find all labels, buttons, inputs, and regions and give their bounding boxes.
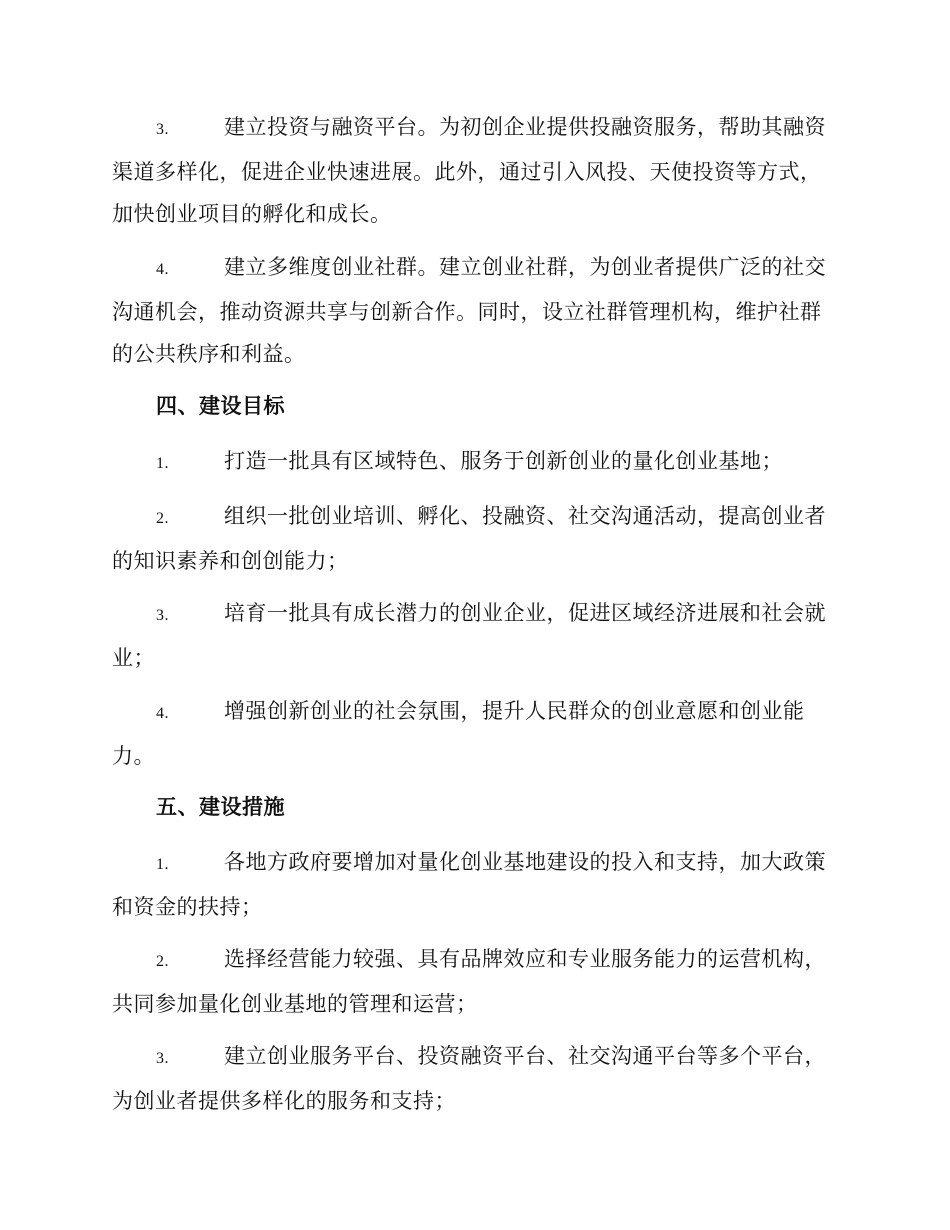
- item-text: 建立投资与融资平台。为初创企业提供投融资服务，帮助其融资渠道多样化，促进企业快速进展。此外，通过引入风投、天使投资等方式，加快创业项目的孵化和成长。: [112, 115, 826, 226]
- item-text: 培育一批具有成长潜力的创业企业，促进区域经济进展和社会就业；: [112, 601, 826, 670]
- measure-item-1: [112, 841, 837, 928]
- item-text: 选择经营能力较强、具有品牌效应和专业服务能力的运营机构，共同参加量化创业基地的管理和运营；: [112, 947, 826, 1016]
- section-heading-goals: 四、建设目标: [156, 393, 285, 418]
- item-text: 各地方政府要增加对量化创业基地建设的投入和支持，加大政策和资金的扶持；: [112, 850, 826, 919]
- paragraph-investment-platform: [112, 106, 837, 235]
- item-text: 打造一批具有区域特色、服务于创新创业的量化创业基地；: [224, 449, 783, 473]
- goal-item-3: [112, 592, 837, 679]
- item-number: 1.: [156, 455, 169, 472]
- paragraph-community: [112, 246, 837, 375]
- measure-item-3: [112, 1035, 837, 1122]
- item-number: 2.: [156, 510, 169, 527]
- item-text: 增强创新创业的社会氛围，提升人民群众的创业意愿和创业能力。: [112, 699, 805, 768]
- measure-item-2: [112, 938, 837, 1025]
- goal-item-2: [112, 495, 837, 582]
- item-number: 3.: [156, 121, 169, 138]
- item-number: 2.: [156, 953, 169, 970]
- goal-item-1: [112, 440, 837, 485]
- item-text: 建立创业服务平台、投资融资平台、社交沟通平台等多个平台，为创业者提供多样化的服务和支持；: [112, 1044, 826, 1113]
- goal-item-4: [112, 690, 837, 777]
- item-text: 建立多维度创业社群。建立创业社群，为创业者提供广泛的社交沟通机会，推动资源共享与创新合作。同时，设立社群管理机构，维护社群的公共秩序和利益。: [112, 255, 826, 366]
- item-number: 1.: [156, 856, 169, 873]
- item-number: 3.: [156, 1050, 169, 1067]
- section-heading-measures: 五、建设措施: [156, 794, 285, 819]
- item-number: 4.: [156, 261, 169, 278]
- item-number: 3.: [156, 607, 169, 624]
- item-text: 组织一批创业培训、孵化、投融资、社交沟通活动，提高创业者的知识素养和创创能力；: [112, 504, 826, 573]
- item-number: 4.: [156, 705, 169, 722]
